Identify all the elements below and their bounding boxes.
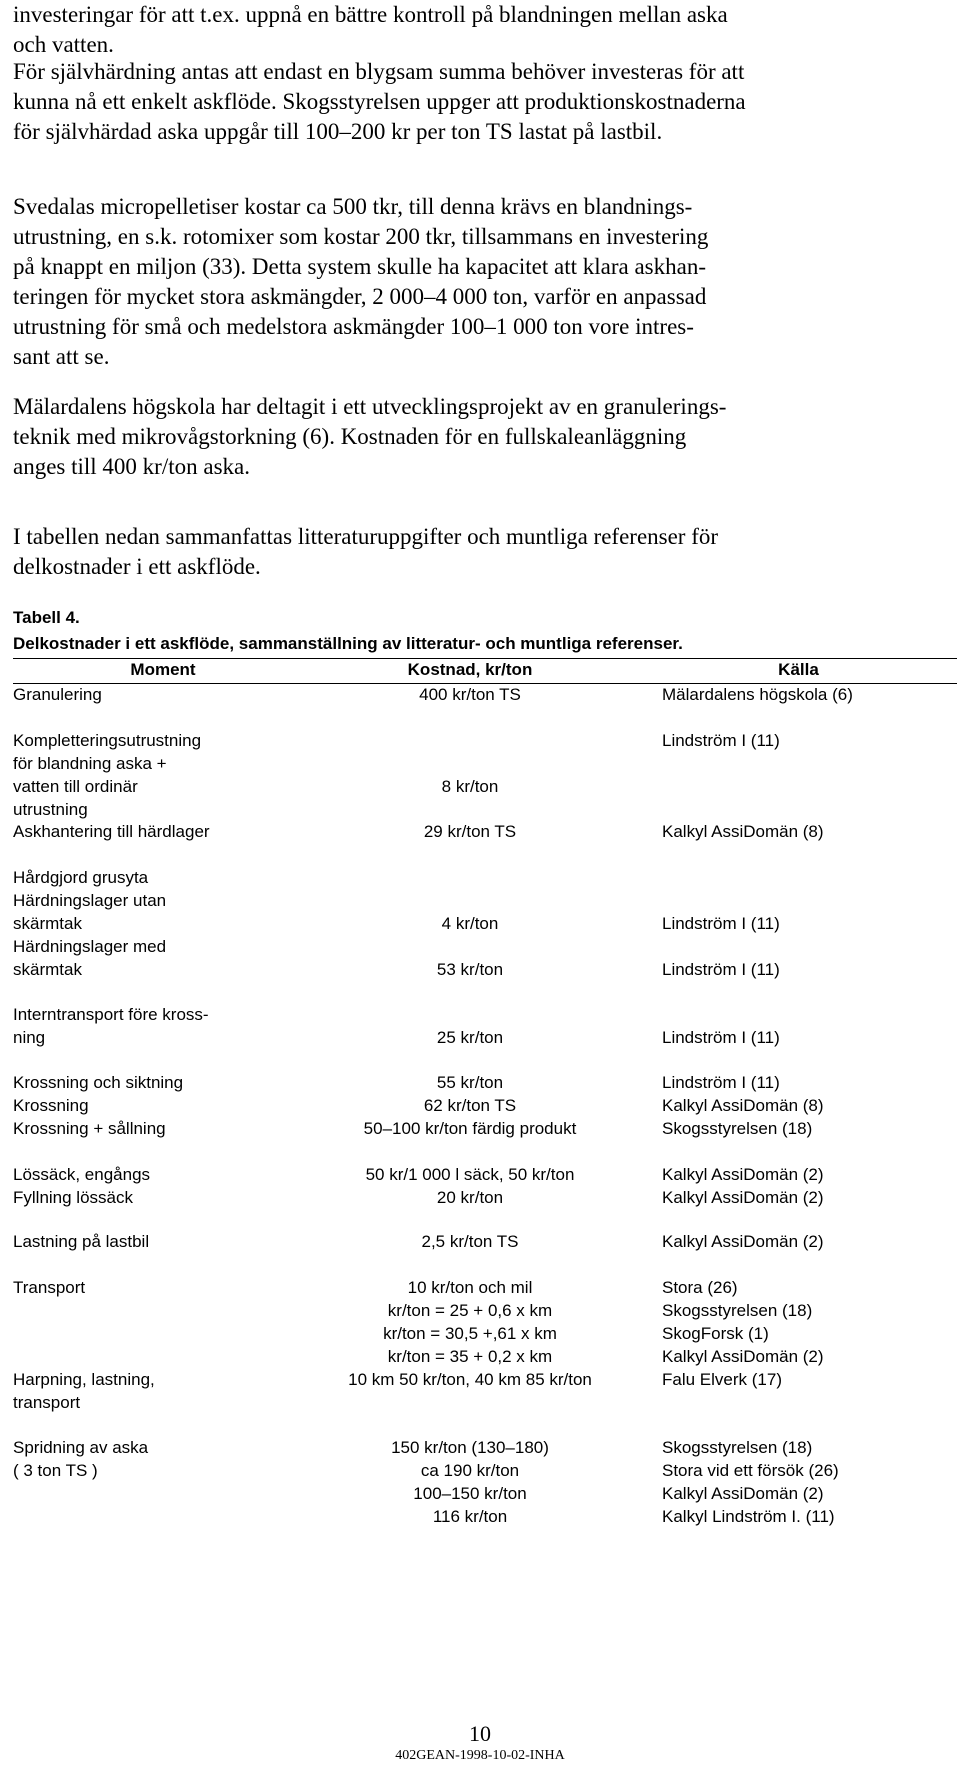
cost-cell: 116 kr/ton (432, 1507, 508, 1526)
text-line: för självhärdad aska uppgår till 100–200 kr per ton TS lastat på lastbil. (13, 119, 663, 144)
paragraph (13, 392, 913, 482)
text-line: sant att se. (13, 344, 110, 369)
text-line: investeringar för att t.ex. uppnå en bättre kontroll på blandningen mellan aska (13, 2, 728, 27)
text-line: och vatten. (13, 32, 114, 57)
cost-cell: 55 kr/ton (436, 1073, 504, 1092)
table-top-rule (13, 658, 957, 659)
cost-cell: kr/ton = 25 + 0,6 x km (387, 1301, 553, 1320)
source-cell: Lindström I (11) (662, 731, 780, 750)
source-cell: SkogForsk (1) (662, 1324, 769, 1343)
cost-cell: 400 kr/ton TS (419, 685, 521, 704)
source-cell: Falu Elverk (17) (662, 1370, 782, 1389)
paragraph (13, 192, 913, 372)
moment-cell: skärmtak (13, 914, 82, 933)
text-line: Svedalas micropelletiser kostar ca 500 tkr, till denna krävs en blandnings- (13, 194, 693, 219)
moment-cell: Lastning på lastbil (13, 1232, 150, 1251)
source-cell: Lindström I (11) (662, 914, 780, 933)
text-line: på knappt en miljon (33). Detta system skulle ha kapacitet att klara askhan- (13, 254, 706, 279)
source-cell: Lindström I (11) (662, 1073, 780, 1092)
moment-cell: Kompletteringsutrustning (13, 731, 202, 750)
moment-cell: Askhantering till härdlager (13, 822, 210, 841)
moment-cell: Spridning av aska (13, 1438, 149, 1457)
source-cell: Kalkyl AssiDomän (2) (662, 1347, 824, 1366)
text-line: teringen för mycket stora askmängder, 2 000–4 000 ton, varför en anpassad (13, 284, 707, 309)
text-line: Mälardalens högskola har deltagit i ett utvecklingsprojekt av en granulerings- (13, 394, 727, 419)
moment-cell: Granulering (13, 685, 102, 704)
cost-cell: 10 kr/ton och mil (407, 1278, 533, 1297)
source-cell: Mälardalens högskola (6) (662, 685, 853, 704)
header-source: Källa (778, 660, 819, 679)
cost-cell: 150 kr/ton (130–180) (391, 1438, 549, 1457)
header-cost: Kostnad, kr/ton (407, 660, 533, 679)
source-cell: Skogsstyrelsen (18) (662, 1301, 813, 1320)
moment-cell: ning (13, 1028, 46, 1047)
cost-cell: 50–100 kr/ton färdig produkt (363, 1119, 577, 1138)
moment-cell: utrustning (13, 800, 88, 819)
paragraph (13, 57, 913, 147)
cost-cell: 53 kr/ton (436, 960, 504, 979)
source-cell: Kalkyl AssiDomän (2) (662, 1188, 824, 1207)
cost-cell: 8 kr/ton (441, 777, 499, 796)
moment-cell: Interntransport före kross- (13, 1005, 209, 1024)
paragraph (13, 522, 913, 582)
source-cell: Kalkyl AssiDomän (2) (662, 1484, 824, 1503)
text-line: För självhärdning antas att endast en blygsam summa behöver investeras för att (13, 59, 745, 84)
cost-cell: 50 kr/1 000 l säck, 50 kr/ton (365, 1165, 575, 1184)
text-line: kunna nå ett enkelt askflöde. Skogsstyrelsen uppger att produktionskostnaderna (13, 89, 746, 114)
footer-code: 402GEAN-1998-10-02-INHA (395, 1748, 565, 1763)
source-cell: Skogsstyrelsen (18) (662, 1119, 813, 1138)
moment-cell: Hårdgjord grusyta (13, 868, 149, 887)
moment-cell: Härdningslager med (13, 937, 167, 956)
cost-cell: ca 190 kr/ton (420, 1461, 520, 1480)
cost-cell: 2,5 kr/ton TS (421, 1232, 519, 1251)
moment-cell: Härdningslager utan (13, 891, 167, 910)
moment-cell: Transport (13, 1278, 86, 1297)
moment-cell: Krossning och siktning (13, 1073, 184, 1092)
cost-cell: 4 kr/ton (441, 914, 499, 933)
moment-cell: skärmtak (13, 960, 82, 979)
cost-cell: 20 kr/ton (436, 1188, 504, 1207)
moment-cell: ( 3 ton TS ) (13, 1461, 98, 1480)
source-cell: Kalkyl Lindström I. (11) (662, 1507, 835, 1526)
text-line: utrustning för små och medelstora askmängder 100–1 000 ton vore intres- (13, 314, 694, 339)
source-cell: Kalkyl AssiDomän (8) (662, 822, 824, 841)
text-line: utrustning, en s.k. rotomixer som kostar 200 tkr, tillsammans en investering (13, 224, 709, 249)
cost-cell: kr/ton = 35 + 0,2 x km (387, 1347, 553, 1366)
table-label: Tabell 4. (13, 608, 80, 627)
moment-cell: transport (13, 1393, 81, 1412)
moment-cell: Lössäck, engångs (13, 1165, 151, 1184)
moment-cell: för blandning aska + (13, 754, 167, 773)
moment-cell: Krossning + sållning (13, 1119, 166, 1138)
table-caption: Delkostnader i ett askflöde, sammanställning av litteratur- och muntliga referenser. (13, 634, 683, 653)
header-moment: Moment (130, 660, 196, 679)
cost-cell: 62 kr/ton TS (423, 1096, 517, 1115)
source-cell: Kalkyl AssiDomän (8) (662, 1096, 824, 1115)
source-cell: Lindström I (11) (662, 1028, 780, 1047)
paragraph (13, 0, 913, 60)
source-cell: Lindström I (11) (662, 960, 780, 979)
text-line: teknik med mikrovågstorkning (6). Kostnaden för en fullskaleanläggning (13, 424, 687, 449)
text-line: anges till 400 kr/ton aska. (13, 454, 250, 479)
moment-cell: Fyllning lössäck (13, 1188, 133, 1207)
page-number: 10 (469, 1721, 491, 1746)
source-cell: Stora vid ett försök (26) (662, 1461, 839, 1480)
source-cell: Stora (26) (662, 1278, 738, 1297)
source-cell: Kalkyl AssiDomän (2) (662, 1232, 824, 1251)
cost-cell: kr/ton = 30,5 +,61 x km (383, 1324, 557, 1343)
cost-cell: 25 kr/ton (436, 1028, 504, 1047)
text-line: delkostnader i ett askflöde. (13, 554, 261, 579)
source-cell: Skogsstyrelsen (18) (662, 1438, 813, 1457)
cost-cell: 100–150 kr/ton (413, 1484, 527, 1503)
source-cell: Kalkyl AssiDomän (2) (662, 1165, 824, 1184)
text-line: I tabellen nedan sammanfattas litteraturuppgifter och muntliga referenser för (13, 524, 719, 549)
cost-cell: 10 km 50 kr/ton, 40 km 85 kr/ton (348, 1370, 592, 1389)
cost-cell: 29 kr/ton TS (423, 822, 517, 841)
moment-cell: Harpning, lastning, (13, 1370, 155, 1389)
moment-cell: vatten till ordinär (13, 777, 138, 796)
moment-cell: Krossning (13, 1096, 89, 1115)
